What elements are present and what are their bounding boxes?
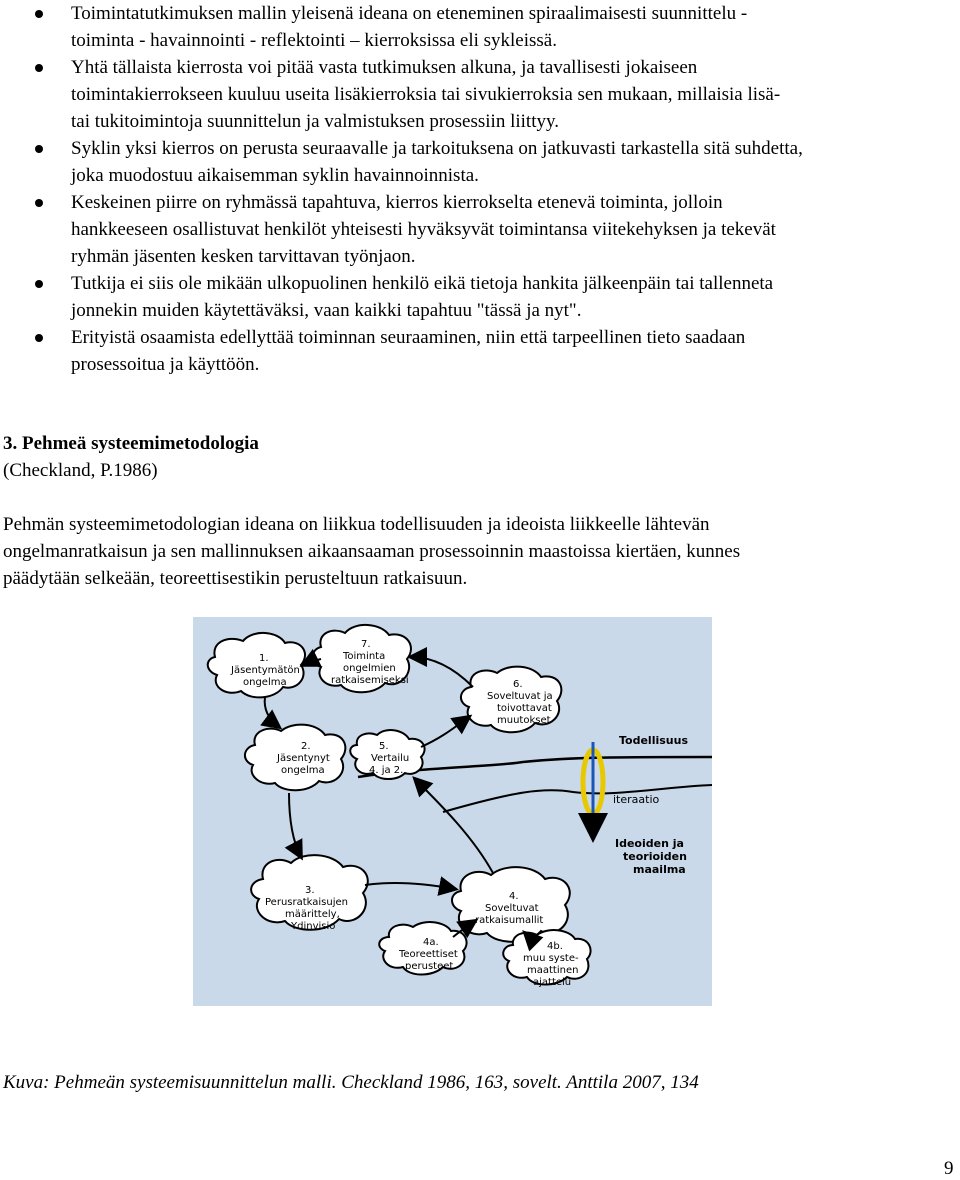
- bullet-dot-icon: [35, 145, 43, 153]
- label-n3: 3. Perusratkaisujen määrittely, Ydinvisio: [265, 885, 348, 932]
- arrow-3-to-4: [365, 883, 455, 889]
- bullet-dot-icon: [35, 199, 43, 207]
- diagram-canvas: [193, 617, 712, 1006]
- arrow-4-to-5: [415, 779, 493, 873]
- paragraph-line: ongelmanratkaisun ja sen mallinnuksen aikaansaaman prosessoinnin maastoissa kiertäen, kunnes: [3, 541, 741, 562]
- bullet-line: jonnekin muiden käytettäväksi, vaan kaikki tapahtuu "tässä ja nyt".: [71, 300, 582, 321]
- bullet-dot-icon: [35, 280, 43, 288]
- bullet-line: tai tukitoimintoja suunnittelun ja valmistuksen prosessiin liittyy.: [71, 111, 559, 132]
- bullet-line: ryhmän jäsenten kesken tarvittavan työnjaon.: [71, 246, 416, 267]
- bullet-item: [0, 0, 960, 54]
- label-n4b: 4b. muu syste- maattinen ajattelu: [523, 941, 579, 988]
- label-n1: 1. Jäsentymätön ongelma: [231, 653, 300, 688]
- bullet-item: [0, 270, 960, 324]
- label-ideas: Ideoiden ja teorioiden maailma: [615, 837, 687, 876]
- bullet-line: toimintakierrokseen kuuluu useita lisäkierroksia tai sivukierroksia sen mukaan, millaisia lisä-: [71, 84, 781, 105]
- section-source: (Checkland, P.1986): [3, 460, 158, 481]
- arrow-6-to-7: [411, 657, 473, 687]
- bullet-item: [0, 324, 960, 378]
- arrow-1-to-2: [265, 697, 279, 727]
- section-title: 3. Pehmeä systeemimetodologia: [3, 433, 259, 454]
- paragraph-line: Pehmän systeemimetodologian ideana on liikkua todellisuuden ja ideoista liikkeelle lähtevän: [3, 514, 710, 535]
- bullet-line: joka muodostuu aikaisemman syklin havainnoinnista.: [71, 165, 479, 186]
- figure-caption: Kuva: Pehmeän systeemisuunnittelun malli. Checkland 1986, 163, sovelt. Anttila 2007, 134: [3, 1072, 699, 1093]
- bullet-line: prosessoitua ja käyttöön.: [71, 354, 260, 375]
- arrow-5-to-6: [421, 717, 469, 747]
- bullet-list: [0, 0, 960, 378]
- bullet-line: Syklin yksi kierros on perusta seuraavalle ja tarkoituksena on jatkuvasti tarkastella sitä suhdetta,: [71, 138, 803, 159]
- label-n7: 7. Toiminta ongelmien ratkaisemiseksi: [331, 639, 409, 686]
- section-heading: [3, 430, 259, 484]
- label-n5: 5. Vertailu 4. ja 2.: [369, 741, 410, 776]
- bullet-line: hankkeeseen osallistuvat henkilöt yhteisesti hyväksyvät toimintansa viitekehyksen ja tekevät: [71, 219, 776, 240]
- label-iteration: iteraatio: [613, 793, 660, 806]
- label-n4a: 4a. Teoreettiset perusteet: [399, 937, 458, 972]
- arrow-2-to-3: [289, 793, 301, 857]
- label-n2: 2. Jäsentynyt ongelma: [277, 741, 330, 776]
- body-paragraph: [3, 511, 958, 592]
- bullet-item: [0, 135, 960, 189]
- bullet-line: Toimintatutkimuksen mallin yleisenä ideana on eteneminen spiraalimaisesti suunnittelu -: [71, 3, 748, 24]
- bullet-dot-icon: [35, 10, 43, 18]
- label-n6: 6. Soveltuvat ja toivottavat muutokset: [487, 679, 553, 726]
- bullet-line: Keskeinen piirre on ryhmässä tapahtuva, kierros kierrokselta etenevä toiminta, jolloin: [71, 192, 723, 213]
- bullet-line: Erityistä osaamista edellyttää toiminnan seuraaminen, niin että tarpeellinen tieto saadaan: [71, 327, 746, 348]
- boundary-curve: [443, 785, 712, 812]
- soft-systems-diagram: [193, 617, 712, 1006]
- bullet-item: [0, 189, 960, 270]
- bullet-dot-icon: [35, 64, 43, 72]
- bullet-item: [0, 54, 960, 135]
- bullet-line: toiminta - havainnointi - reflektointi – kierroksissa eli sykleissä.: [71, 30, 557, 51]
- bullet-line: Tutkija ei siis ole mikään ulkopuolinen henkilö eikä tietoja hankita jälkeenpäin tai tallenneta: [71, 273, 774, 294]
- bullet-line: Yhtä tällaista kierrosta voi pitää vasta tutkimuksen alkuna, ja tavallisesti jokaiseen: [71, 57, 698, 78]
- label-n4: 4. Soveltuvat ratkaisumallit: [475, 891, 544, 926]
- label-reality: Todellisuus: [619, 734, 689, 747]
- paragraph-line: päädytään selkeään, teoreettisestikin perusteltuun ratkaisuun.: [3, 568, 468, 589]
- page-number: 9: [944, 1158, 954, 1179]
- bullet-dot-icon: [35, 334, 43, 342]
